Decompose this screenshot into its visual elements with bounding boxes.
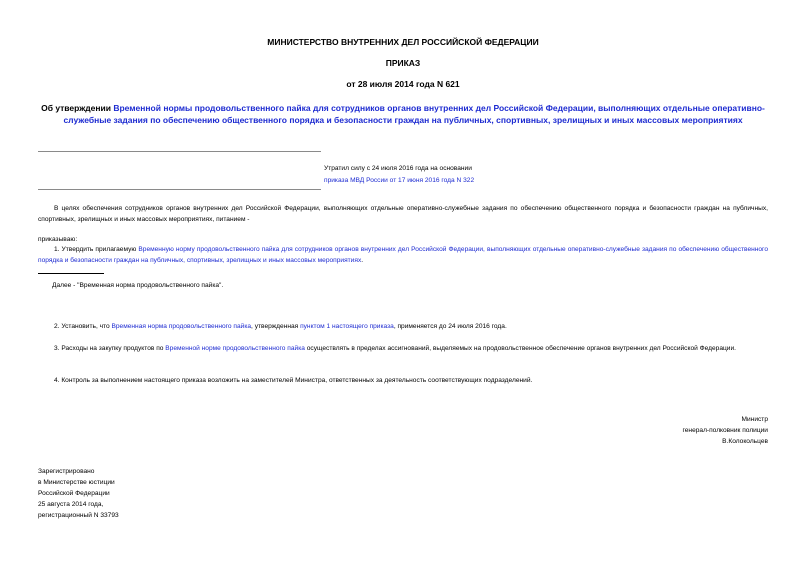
registration-line-1: Зарегистрировано bbox=[38, 468, 95, 475]
item-1-prefix: 1. Утвердить прилагаемую bbox=[54, 246, 139, 253]
signature-name: В.Колокольцев bbox=[722, 438, 768, 445]
order-word: приказываю: bbox=[38, 236, 78, 243]
item-4: 4. Контроль за выполнением настоящего приказа возложить на заместителей Министра, ответственных за деятельность соответствующих подразделений. bbox=[54, 377, 533, 384]
footnote-divider bbox=[38, 273, 104, 274]
item-2-text-b: , утвержденная bbox=[251, 323, 301, 330]
item-2-link-point[interactable]: пунктом 1 настоящего приказа bbox=[300, 323, 394, 330]
title-prefix: Об утверждении bbox=[41, 103, 114, 113]
title-link[interactable]: Временной нормы продовольственного пайка для сотрудников органов внутренних дел Российской Федерации, выполняющих отдельные оперативно-служебные задания по обеспечению общественного порядка и безопасности граждан на публичных, спортивных, зрелищных и иных массовых мероприятиях bbox=[63, 103, 765, 125]
item-2-link-norm[interactable]: Временная норма продовольственного пайка bbox=[111, 323, 252, 330]
item-2-text-a: 2. Установить, что bbox=[54, 323, 112, 330]
repeal-order-link[interactable]: приказа МВД России от 17 июня 2016 года N 322 bbox=[324, 177, 475, 184]
repeal-notice-text: Утратил силу с 24 июля 2016 года на основании bbox=[324, 165, 472, 172]
signature-rank: генерал-полковник полиции bbox=[682, 427, 768, 434]
registration-line-5: регистрационный N 33793 bbox=[38, 512, 119, 519]
item-3-text-b: осуществлять в пределах ассигнований, выделяемых на продовольственное обеспечение органов внутренних дел Российской Федерации. bbox=[304, 345, 736, 352]
divider-top bbox=[38, 151, 321, 152]
registration-line-4: 25 августа 2014 года, bbox=[38, 501, 104, 508]
item-1-suffix: . bbox=[361, 257, 364, 264]
item-3-text-a: 3. Расходы на закупку продуктов по bbox=[54, 345, 166, 352]
signature-position: Министр bbox=[741, 416, 768, 423]
document-title bbox=[38, 103, 768, 126]
item-2-text-c: , применяется до 24 июля 2016 года. bbox=[393, 323, 507, 330]
item-2 bbox=[38, 321, 768, 332]
divider-bottom bbox=[38, 189, 321, 190]
registration-line-2: в Министерстве юстиции bbox=[38, 479, 115, 486]
intent-paragraph: В целях обеспечения сотрудников органов внутренних дел Российской Федерации, выполняющих отдельные оперативно-служебные задания по обеспечению общественного порядка и безопасности граждан на публичных, спортивных, зрелищных и иных массовых мероприятиях, питанием - bbox=[38, 205, 768, 223]
ministry-heading: МИНИСТЕРСТВО ВНУТРЕННИХ ДЕЛ РОССИЙСКОЙ ФЕДЕРАЦИИ bbox=[267, 37, 539, 47]
item-1 bbox=[38, 244, 768, 266]
footnote: Далее - "Временная норма продовольственного пайка". bbox=[52, 282, 224, 289]
item-1-link[interactable]: Временную норму продовольственного пайка для сотрудников органов внутренних дел Российской Федерации, выполняющих отдельные оперативно-служебные задания по обеспечению общественного порядка и безопасности граждан на публичных, спортивных, зрелищных и иных массовых мероприятиях bbox=[38, 246, 768, 264]
registration-line-3: Российской Федерации bbox=[38, 490, 110, 497]
item-3-link[interactable]: Временной норме продовольственного пайка bbox=[165, 345, 305, 352]
document-type-heading: ПРИКАЗ bbox=[385, 58, 421, 68]
item-3 bbox=[38, 343, 768, 354]
date-number-heading: от 28 июля 2014 года N 621 bbox=[346, 79, 460, 89]
